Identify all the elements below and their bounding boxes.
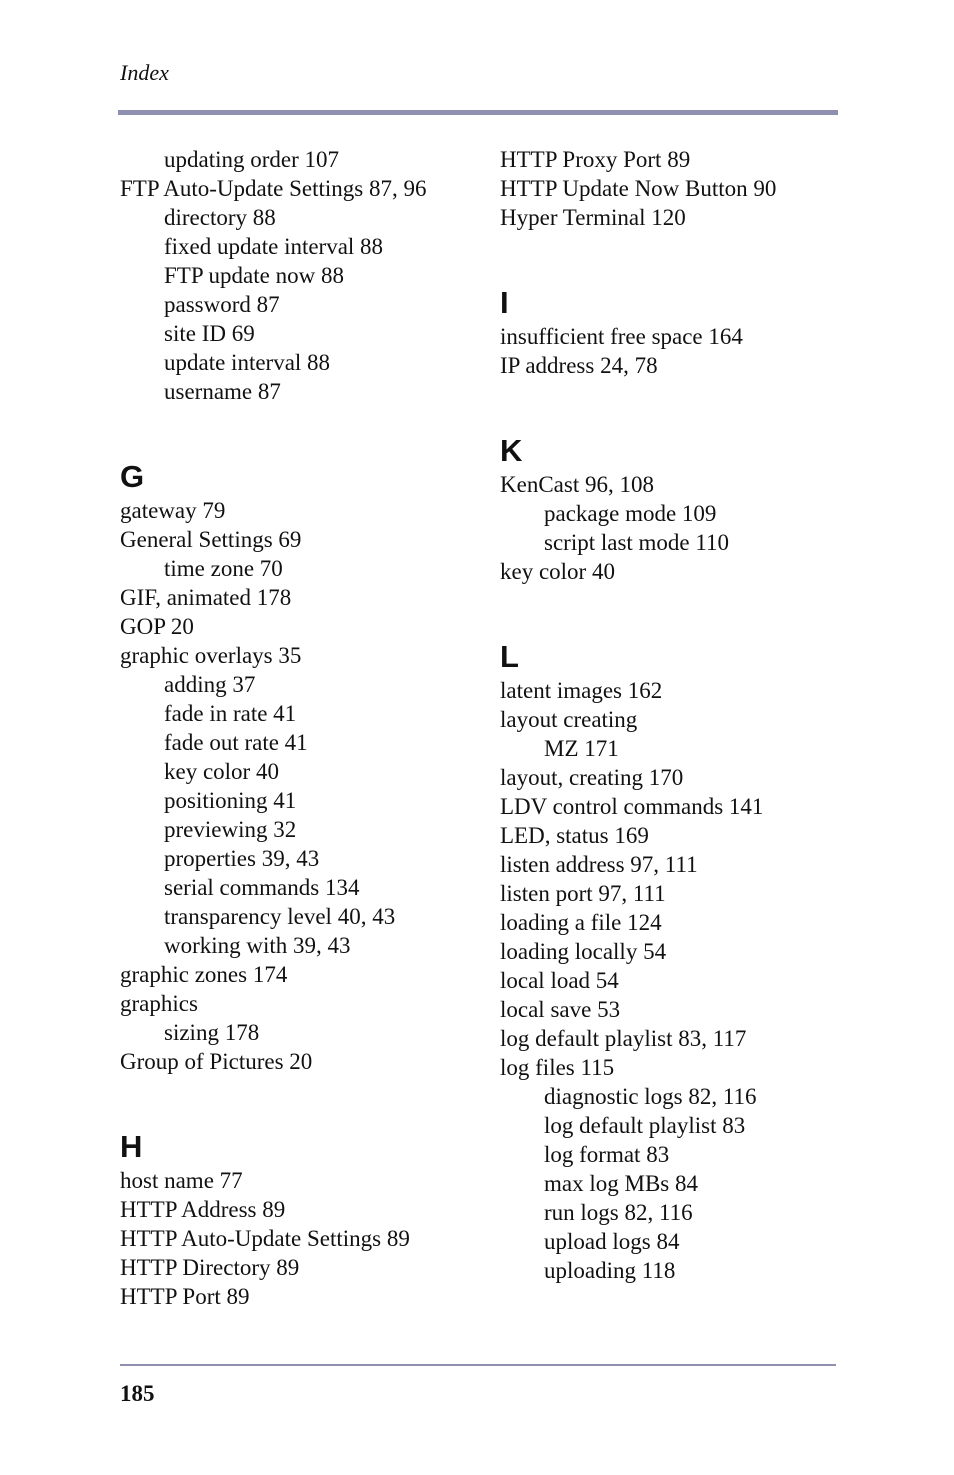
index-subentry: adding 37 bbox=[164, 672, 256, 697]
index-subentry: working with 39, 43 bbox=[164, 933, 351, 958]
index-section bbox=[500, 639, 870, 1285]
index-section bbox=[120, 1129, 490, 1311]
index-entry: listen port 97, 111 bbox=[500, 881, 666, 906]
index-subentry: properties 39, 43 bbox=[164, 846, 320, 871]
index-entry: GOP 20 bbox=[120, 614, 194, 639]
index-subentry: max log MBs 84 bbox=[544, 1171, 698, 1196]
index-column-right bbox=[500, 145, 870, 1285]
index-subentry: site ID 69 bbox=[164, 321, 255, 346]
index-section bbox=[120, 459, 490, 1076]
index-subentry: log default playlist 83 bbox=[544, 1113, 746, 1138]
index-subentry: directory 88 bbox=[164, 205, 276, 230]
page-number: 185 bbox=[120, 1381, 155, 1406]
index-subentry: script last mode 110 bbox=[544, 530, 730, 555]
index-subentry: update interval 88 bbox=[164, 350, 331, 375]
index-subentry: upload logs 84 bbox=[544, 1229, 680, 1254]
index-entry: Hyper Terminal 120 bbox=[500, 205, 686, 230]
index-entry: HTTP Directory 89 bbox=[120, 1255, 300, 1280]
index-entry: IP address 24, 78 bbox=[500, 353, 658, 378]
index-subentry: sizing 178 bbox=[164, 1020, 260, 1045]
index-subentry: positioning 41 bbox=[164, 788, 297, 813]
index-entry: key color 40 bbox=[500, 559, 615, 584]
index-entry: listen address 97, 111 bbox=[500, 852, 698, 877]
index-entry: layout creating bbox=[500, 707, 638, 732]
index-subentry: log format 83 bbox=[544, 1142, 670, 1167]
index-entry: HTTP Port 89 bbox=[120, 1284, 250, 1309]
index-entry: GIF, animated 178 bbox=[120, 585, 292, 610]
index-subentry: fade in rate 41 bbox=[164, 701, 297, 726]
index-subentry: transparency level 40, 43 bbox=[164, 904, 396, 929]
index-subentry: package mode 109 bbox=[544, 501, 717, 526]
index-entry: HTTP Proxy Port 89 bbox=[500, 147, 691, 172]
running-header-title: Index bbox=[120, 60, 169, 85]
index-subentry: run logs 82, 116 bbox=[544, 1200, 693, 1225]
index-entry: loading a file 124 bbox=[500, 910, 662, 935]
index-entry: Group of Pictures 20 bbox=[120, 1049, 313, 1074]
section-letter-heading: G bbox=[120, 459, 145, 494]
index-entry: insufficient free space 164 bbox=[500, 324, 743, 349]
index-entry: General Settings 69 bbox=[120, 527, 302, 552]
index-subentry: fixed update interval 88 bbox=[164, 234, 384, 259]
index-column-left bbox=[120, 145, 490, 1311]
index-entry: FTP Auto-Update Settings 87, 96 bbox=[120, 176, 427, 201]
section-letter-heading: H bbox=[120, 1129, 143, 1164]
index-subentry: diagnostic logs 82, 116 bbox=[544, 1084, 757, 1109]
index-entry: gateway 79 bbox=[120, 498, 226, 523]
section-letter-heading: K bbox=[500, 433, 523, 468]
index-entry: host name 77 bbox=[120, 1168, 243, 1193]
footer-rule bbox=[120, 1364, 836, 1366]
index-entry: HTTP Update Now Button 90 bbox=[500, 176, 777, 201]
index-subentry: fade out rate 41 bbox=[164, 730, 308, 755]
index-subentry: previewing 32 bbox=[164, 817, 297, 842]
index-entry: log files 115 bbox=[500, 1055, 615, 1080]
index-entry: layout, creating 170 bbox=[500, 765, 684, 790]
index-subentry: time zone 70 bbox=[164, 556, 283, 581]
index-entry: log default playlist 83, 117 bbox=[500, 1026, 747, 1051]
index-entry: HTTP Address 89 bbox=[120, 1197, 286, 1222]
index-entry: loading locally 54 bbox=[500, 939, 667, 964]
index-entry: graphic overlays 35 bbox=[120, 643, 302, 668]
index-subentry: key color 40 bbox=[164, 759, 279, 784]
index-entry: KenCast 96, 108 bbox=[500, 472, 654, 497]
index-entry: HTTP Auto-Update Settings 89 bbox=[120, 1226, 410, 1251]
index-entry: local load 54 bbox=[500, 968, 619, 993]
index-section bbox=[500, 433, 870, 586]
section-letter-heading: I bbox=[500, 285, 509, 320]
index-subentry: password 87 bbox=[164, 292, 280, 317]
header-rule bbox=[118, 110, 838, 115]
index-subentry: MZ 171 bbox=[544, 736, 619, 761]
index-entry: latent images 162 bbox=[500, 678, 663, 703]
index-subentry: uploading 118 bbox=[544, 1258, 676, 1283]
section-letter-heading: L bbox=[500, 639, 519, 674]
index-subentry: username 87 bbox=[164, 379, 281, 404]
index-entry: LED, status 169 bbox=[500, 823, 649, 848]
index-entry: LDV control commands 141 bbox=[500, 794, 764, 819]
index-entry: local save 53 bbox=[500, 997, 621, 1022]
index-entry: graphic zones 174 bbox=[120, 962, 288, 987]
index-section bbox=[500, 285, 870, 380]
index-subentry: updating order 107 bbox=[164, 147, 340, 172]
index-entry: graphics bbox=[120, 991, 198, 1016]
index-subentry: FTP update now 88 bbox=[164, 263, 344, 288]
index-subentry: serial commands 134 bbox=[164, 875, 360, 900]
